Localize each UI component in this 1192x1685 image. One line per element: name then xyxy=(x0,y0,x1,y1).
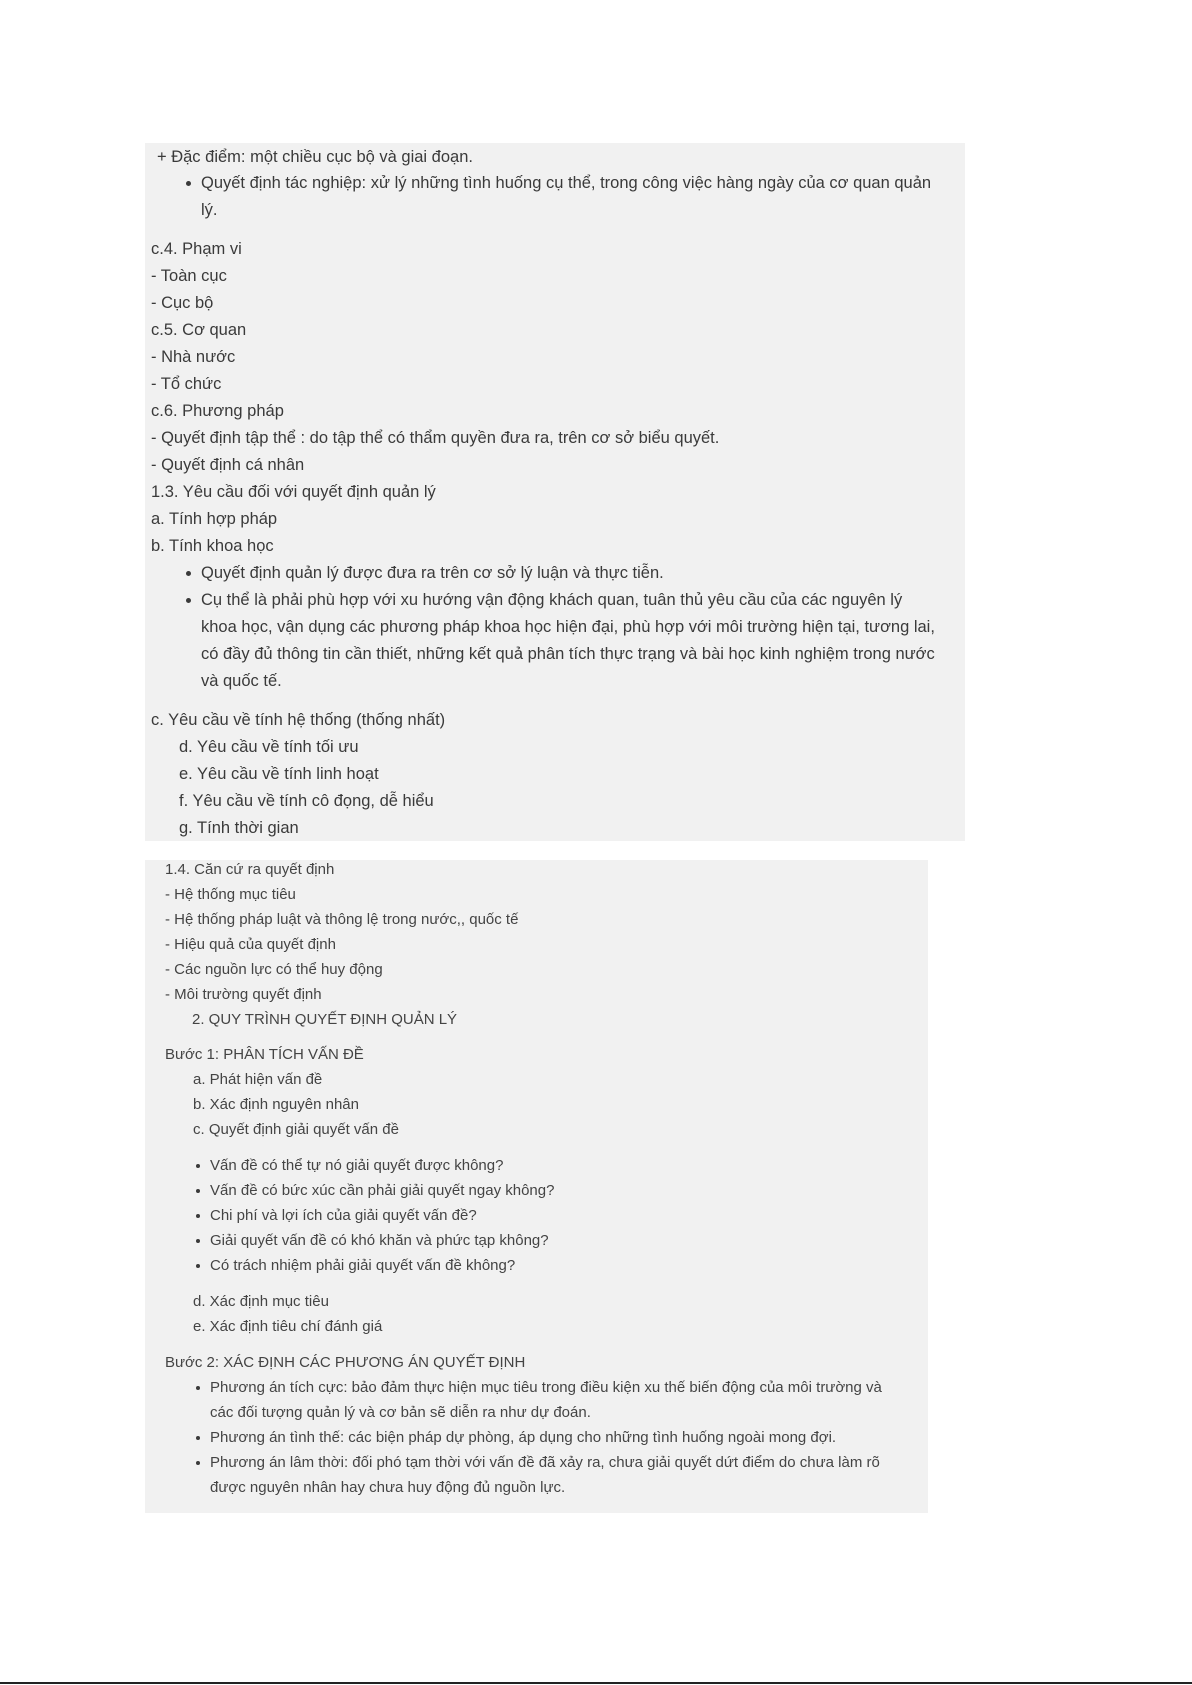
text-line: e. Yêu cầu về tính linh hoạt xyxy=(179,765,379,783)
bullet-text: Vấn đề có bức xúc cần phải giải quyết ngay không? xyxy=(210,1182,555,1199)
text-line: d. Xác định mục tiêu xyxy=(193,1293,329,1310)
bullet-text: Giải quyết vấn đề có khó khăn và phức tạp không? xyxy=(210,1232,549,1249)
text-line: - Toàn cục xyxy=(151,267,227,285)
section-decision-types xyxy=(145,143,965,841)
text-line: b. Xác định nguyên nhân xyxy=(193,1096,359,1113)
text-line: + Đặc điểm: một chiều cục bộ và giai đoạn. xyxy=(157,148,473,166)
bullet-icon xyxy=(196,1164,200,1168)
bullet-icon xyxy=(186,571,191,576)
text-line: f. Yêu cầu về tính cô đọng, dễ hiểu xyxy=(179,792,434,810)
heading-requirements: 1.3. Yêu cầu đối với quyết định quản lý xyxy=(151,483,436,501)
bullet-text: Quyết định quản lý được đưa ra trên cơ sở lý luận và thực tiễn. xyxy=(201,564,664,582)
bullet-icon xyxy=(186,598,191,603)
text-line: g. Tính thời gian xyxy=(179,819,299,837)
bullet-text: Phương án tích cực: bảo đảm thực hiện mục tiêu trong điều kiện xu thế biến động của môi trường và xyxy=(210,1379,882,1396)
text-line: b. Tính khoa học xyxy=(151,537,274,555)
text-line: c. Yêu cầu về tính hệ thống (thống nhất) xyxy=(151,711,446,729)
bullet-text: lý. xyxy=(201,201,218,219)
heading-step2: Bước 2: XÁC ĐỊNH CÁC PHƯƠNG ÁN QUYẾT ĐỊNH xyxy=(165,1354,526,1371)
section-decision-process xyxy=(145,860,928,1513)
bullet-icon xyxy=(196,1461,200,1465)
heading-basis: 1.4. Căn cứ ra quyết định xyxy=(165,861,335,878)
text-line: a. Tính hợp pháp xyxy=(151,510,278,528)
bullet-icon xyxy=(196,1239,200,1243)
bullet-text: Vấn đề có thể tự nó giải quyết được không? xyxy=(210,1157,504,1174)
text-line: a. Phát hiện vấn đề xyxy=(193,1071,323,1088)
bullet-text: Có trách nhiệm phải giải quyết vấn đề không? xyxy=(210,1257,516,1274)
bullet-icon xyxy=(196,1189,200,1193)
bullet-icon xyxy=(196,1386,200,1390)
heading-scope: c.4. Phạm vi xyxy=(151,240,242,258)
heading-agency: c.5. Cơ quan xyxy=(151,321,247,339)
text-line: - Tổ chức xyxy=(151,375,222,393)
bullet-icon xyxy=(186,181,191,186)
bullet-text: Phương án tình thế: các biện pháp dự phòng, áp dụng cho những tình huống ngoài mong đợi. xyxy=(210,1429,837,1446)
bullet-text: Phương án lâm thời: đối phó tạm thời với vấn đề đã xảy ra, chưa giải quyết dứt điểm do chưa làm rõ xyxy=(210,1454,880,1471)
text-line: - Nhà nước xyxy=(151,348,236,366)
text-line: - Quyết định cá nhân xyxy=(151,456,305,474)
text-line: - Các nguồn lực có thể huy động xyxy=(165,961,383,978)
bullet-icon xyxy=(196,1214,200,1218)
bullet-text: có đầy đủ thông tin cần thiết, những kết quả phân tích thực trạng và bài học kinh nghiệm trong nước xyxy=(201,645,935,663)
text-line: e. Xác định tiêu chí đánh giá xyxy=(193,1318,383,1335)
heading-step1: Bước 1: PHÂN TÍCH VẤN ĐỀ xyxy=(165,1046,364,1063)
text-line: - Quyết định tập thể : do tập thể có thẩm quyền đưa ra, trên cơ sở biểu quyết. xyxy=(151,429,720,447)
bullet-text: và quốc tế. xyxy=(201,672,282,690)
bullet-icon xyxy=(196,1436,200,1440)
heading-process: 2. QUY TRÌNH QUYẾT ĐỊNH QUẢN LÝ xyxy=(192,1011,458,1028)
bullet-text: Chi phí và lợi ích của giải quyết vấn đề? xyxy=(210,1207,477,1224)
bullet-text: Cụ thể là phải phù hợp với xu hướng vận động khách quan, tuân thủ yêu cầu của các nguyên lý xyxy=(201,591,903,609)
text-line: - Cục bộ xyxy=(151,294,214,312)
bullet-icon xyxy=(196,1264,200,1268)
bullet-text: Quyết định tác nghiệp: xử lý những tình huống cụ thể, trong công việc hàng ngày của cơ quan quản xyxy=(201,174,932,192)
text-line: - Hệ thống pháp luật và thông lệ trong nước,, quốc tế xyxy=(165,911,519,928)
text-line: - Môi trường quyết định xyxy=(165,986,322,1003)
bullet-text: khoa học, vận dụng các phương pháp khoa học hiện đại, phù hợp với môi trường hiện tại, tương lai, xyxy=(201,618,935,636)
page-bottom-rule xyxy=(0,1682,1192,1684)
bullet-text: được nguyên nhân hay chưa huy động đủ nguồn lực. xyxy=(210,1479,566,1496)
bullet-text: các đối tượng quản lý và cơ bản sẽ diễn ra như dự đoán. xyxy=(210,1404,591,1421)
text-line: - Hiệu quả của quyết định xyxy=(165,936,336,953)
text-line: c. Quyết định giải quyết vấn đề xyxy=(193,1121,399,1138)
text-line: d. Yêu cầu về tính tối ưu xyxy=(179,738,359,756)
text-line: - Hệ thống mục tiêu xyxy=(165,886,296,903)
heading-method: c.6. Phương pháp xyxy=(151,402,284,420)
